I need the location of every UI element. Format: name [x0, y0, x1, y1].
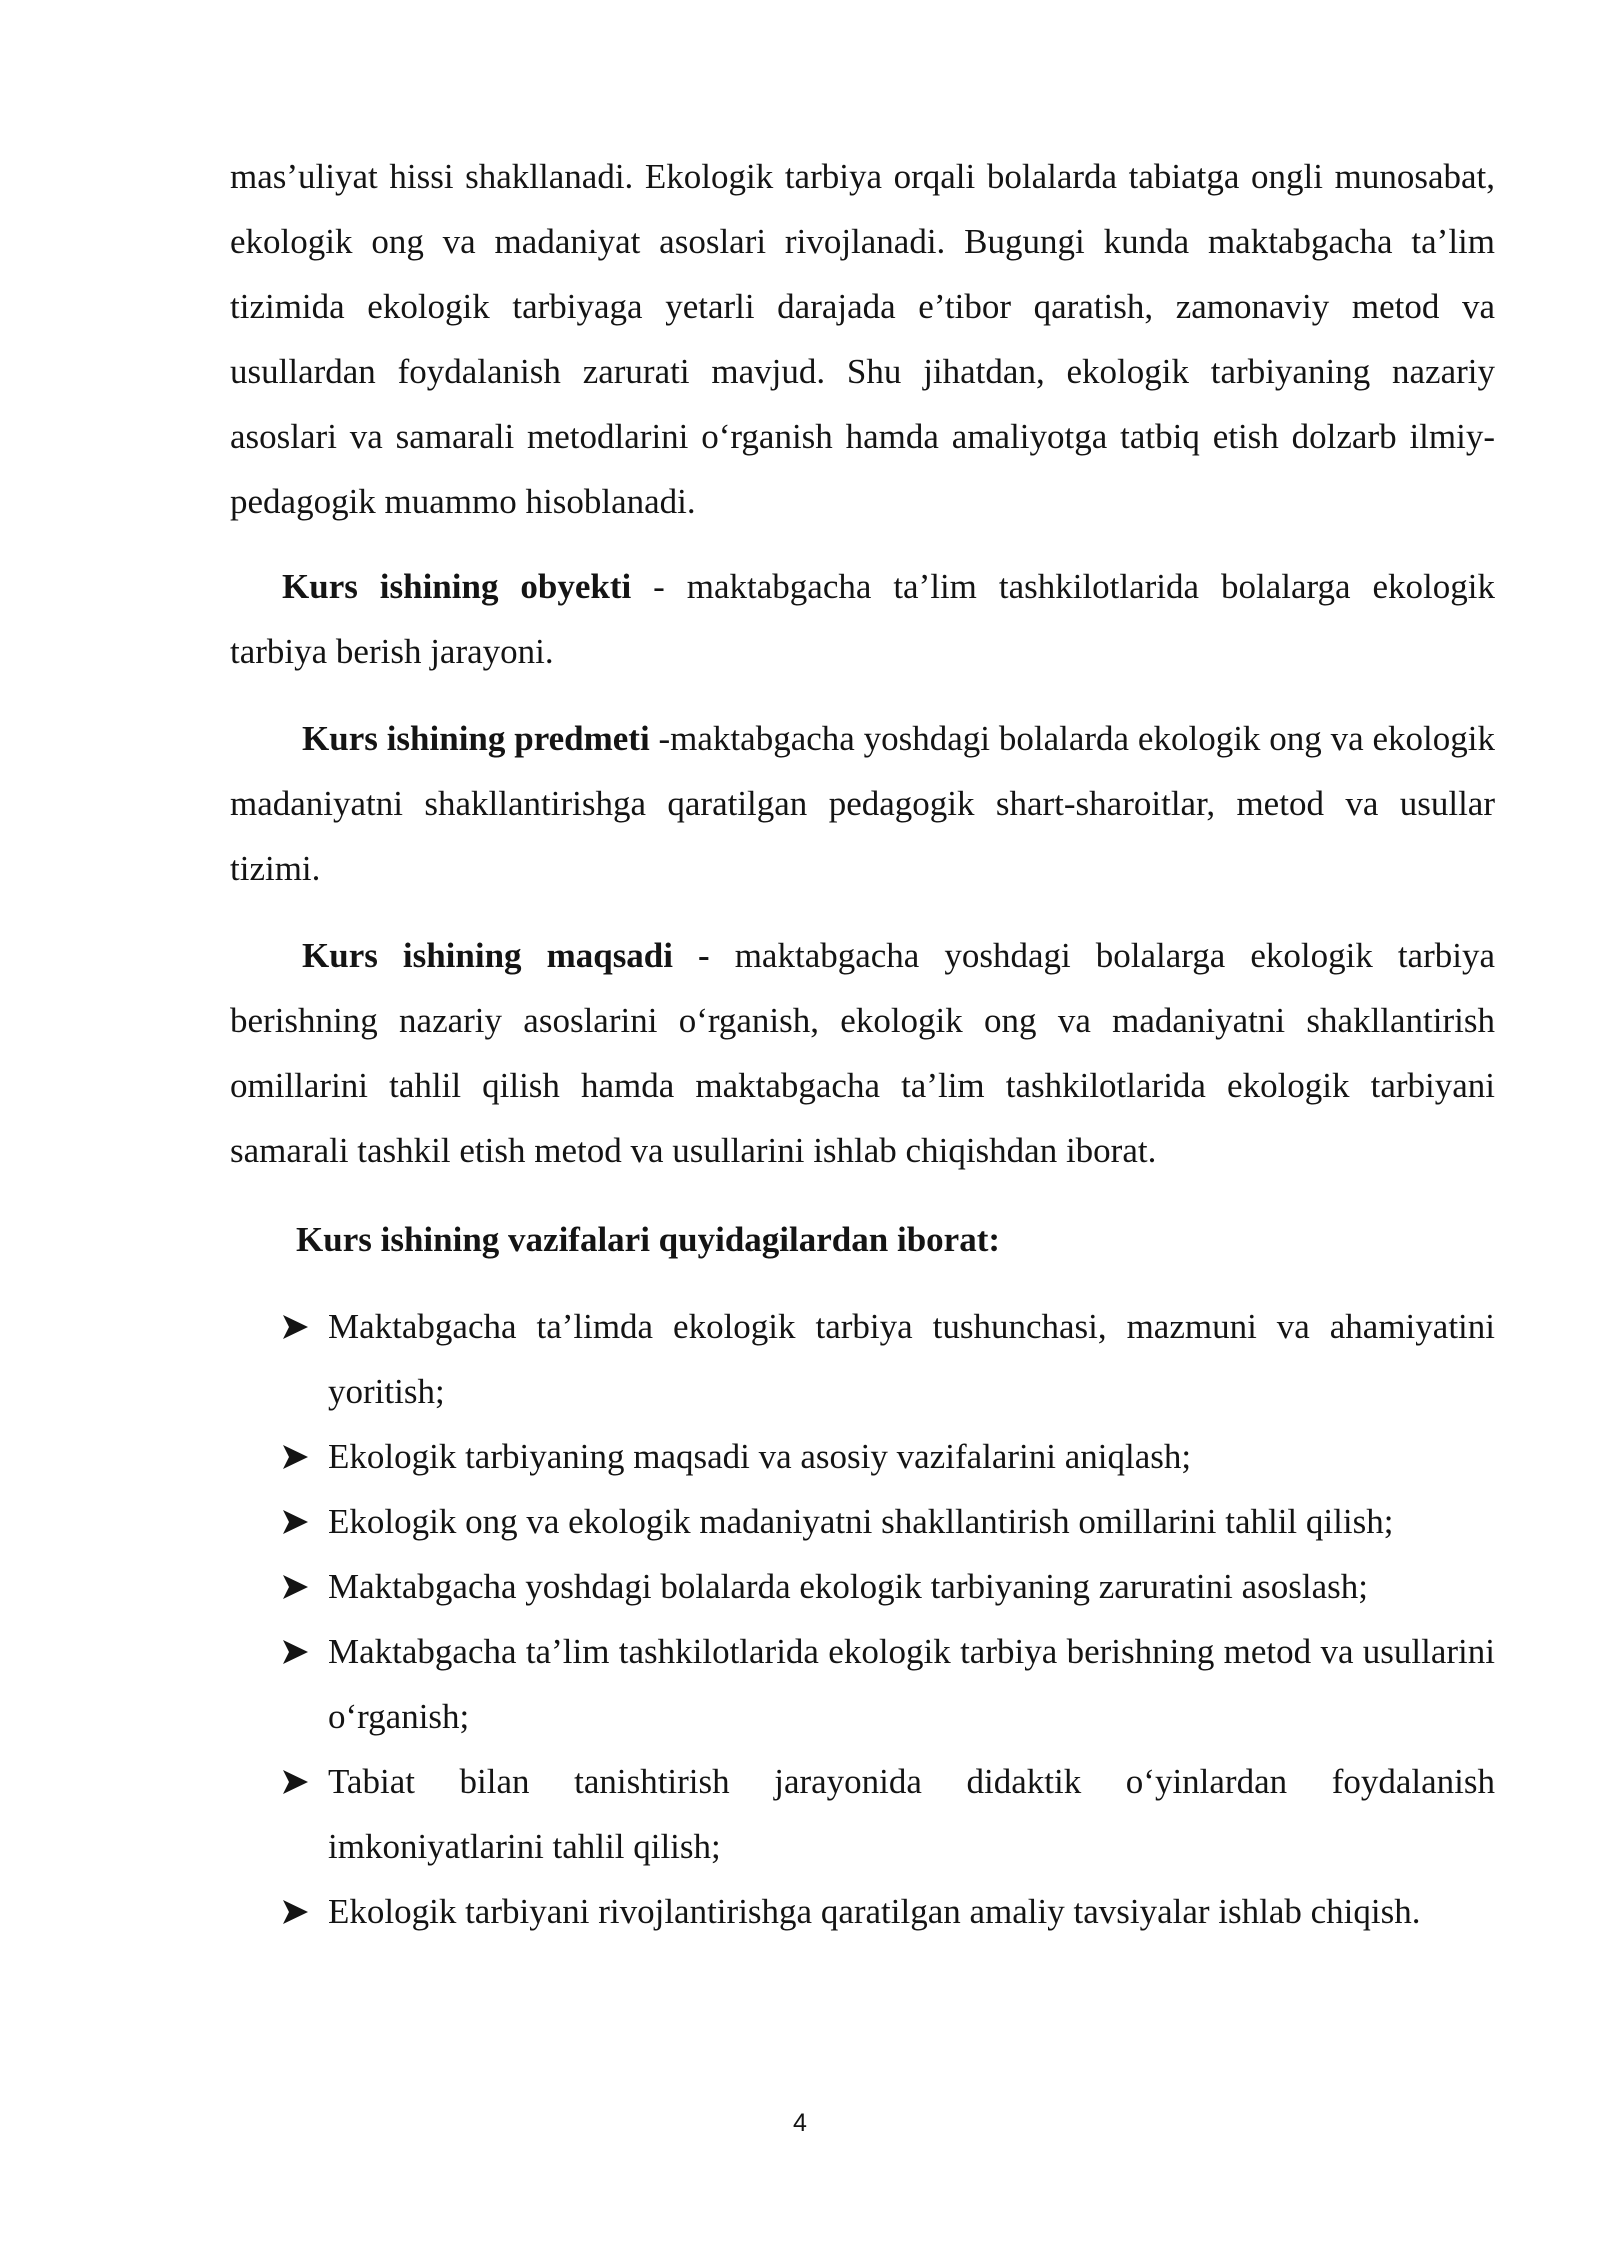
task-item — [280, 1879, 1495, 1944]
task-item — [280, 1294, 1495, 1424]
course-subject-label: Kurs ishining predmeti — [302, 719, 650, 758]
task-text: Ekologik ong va ekologik madaniyatni shakllantirish omillarini tahlil qilish; — [328, 1502, 1394, 1541]
task-item — [280, 1554, 1495, 1619]
task-text: Maktabgacha ta’limda ekologik tarbiya tushunchasi, mazmuni va ahamiyatini yoritish; — [328, 1307, 1495, 1411]
task-item — [280, 1619, 1495, 1749]
course-object-paragraph — [230, 554, 1495, 684]
task-text: Maktabgacha ta’lim tashkilotlarida ekologik tarbiya berishning metod va usullarini o‘rganish; — [328, 1632, 1495, 1736]
task-item — [280, 1489, 1495, 1554]
intro-paragraph-container — [230, 144, 1495, 534]
arrowhead-bullet-icon — [280, 1879, 316, 1944]
arrowhead-bullet-icon — [280, 1749, 316, 1814]
task-text: Ekologik tarbiyani rivojlantirishga qaratilgan amaliy tavsiyalar ishlab chiqish. — [328, 1892, 1421, 1931]
course-object-label: Kurs ishining obyekti — [282, 567, 632, 606]
course-object-text: - maktabgacha ta’lim tashkilotlarida bolalarga ekologik tarbiya berish jarayoni. — [230, 567, 1495, 671]
page-number: 4 — [793, 2109, 807, 2137]
task-item — [280, 1424, 1495, 1489]
course-subject-text: -maktabgacha yoshdagi bolalarda ekologik ong va ekologik madaniyatni shakllantirishga qaratilgan pedagogik shart-sharoitlar, metod va usullar tizimi. — [230, 719, 1495, 888]
task-item — [280, 1749, 1495, 1879]
tasks-heading: Kurs ishining vazifalari quyidagilardan iborat: — [296, 1220, 1000, 1259]
arrowhead-bullet-icon — [280, 1619, 316, 1684]
arrowhead-bullet-icon — [280, 1424, 316, 1489]
course-goal-paragraph — [230, 923, 1495, 1183]
task-text: Maktabgacha yoshdagi bolalarda ekologik tarbiyaning zaruratini asoslash; — [328, 1567, 1368, 1606]
arrowhead-bullet-icon — [280, 1554, 316, 1619]
course-subject-paragraph — [230, 706, 1495, 901]
tasks-list — [280, 1294, 1495, 1944]
intro-paragraph: mas’uliyat hissi shakllanadi. Ekologik tarbiya orqali bolalarda tabiatga ongli munosabat, ekologik ong va madaniyat asoslari rivojlanadi. Bugungi kunda maktabgacha ta’lim tizimida ekologik tarbiyaga yetarli darajada e’tibor qaratish, zamonaviy metod va usullardan foydalanish zarurati mavjud. Shu jihatdan, ekologik tarbiyaning nazariy asoslari va samarali metodlarini o‘rganish hamda amaliyotga tatbiq etish dolzarb ilmiy-pedagogik muammo hisoblanadi. — [230, 157, 1495, 521]
arrowhead-bullet-icon — [280, 1294, 316, 1359]
course-goal-label: Kurs ishining maqsadi - — [302, 936, 710, 975]
task-text: Ekologik tarbiyaning maqsadi va asosiy vazifalarini aniqlash; — [328, 1437, 1192, 1476]
arrowhead-bullet-icon — [280, 1489, 316, 1554]
task-text: Tabiat bilan tanishtirish jarayonida didaktik o‘yinlardan foydalanish imkoniyatlarini tahlil qilish; — [328, 1762, 1495, 1866]
course-goal-text: maktabgacha yoshdagi bolalarga ekologik tarbiya berishning nazariy asoslarini o‘rganish, ekologik ong va madaniyatni shakllantirish omillarini tahlil qilish hamda maktabgacha ta’lim tashkilotlarida ekologik tarbiyani samarali tashkil etish metod va usullarini ishlab chiqishdan iborat. — [230, 936, 1496, 1170]
